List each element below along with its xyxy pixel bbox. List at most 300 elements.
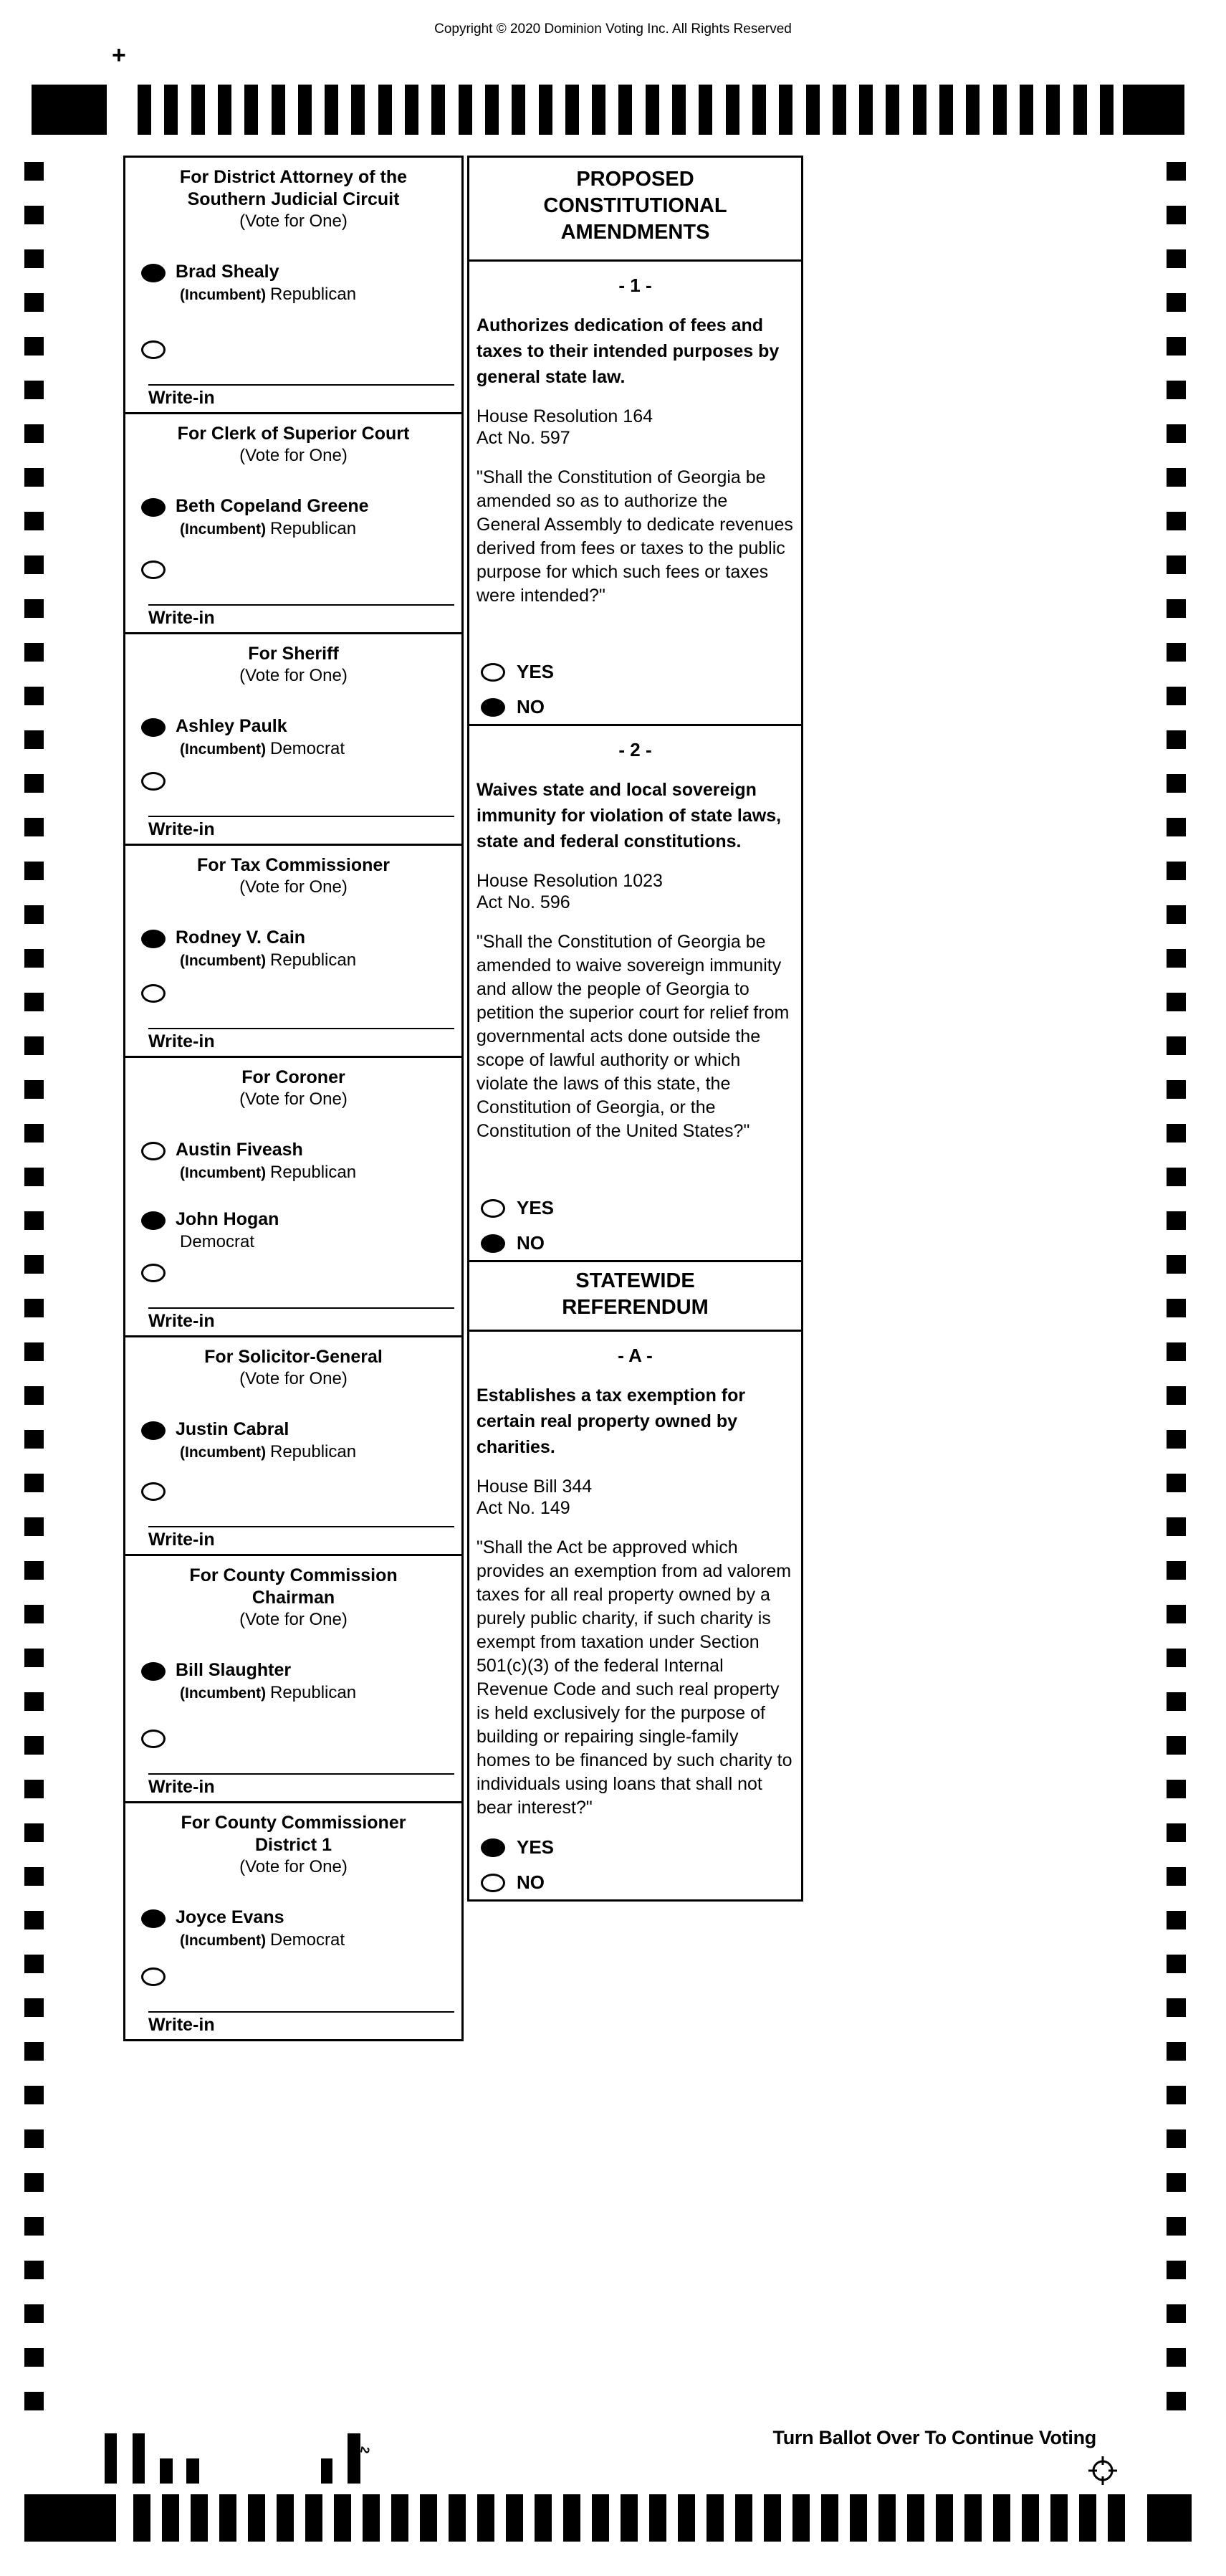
incumbent-label: (Incumbent) [180, 1444, 270, 1461]
contest-title: For County Commission [189, 1565, 398, 1585]
timing-mark-bottom [219, 2494, 236, 2542]
timing-mark-right [1167, 293, 1186, 312]
timing-mark-left [24, 2348, 44, 2367]
no-option-bubble[interactable] [481, 698, 505, 717]
option-label: NO [517, 1871, 545, 1893]
timing-mark-right [1167, 206, 1186, 224]
barcode-mark [105, 2433, 117, 2484]
candidate-name: Joyce Evans [176, 1907, 284, 1927]
vote-for-label: (Vote for One) [239, 1857, 348, 1876]
measure-section [469, 1330, 801, 1899]
contest-title: Chairman [252, 1588, 335, 1608]
option-label: YES [517, 1836, 555, 1858]
measure-number: - 2 - [618, 739, 652, 760]
timing-mark-bottom [391, 2494, 408, 2542]
timing-mark-right [1167, 1911, 1186, 1929]
timing-mark-bottom [563, 2494, 580, 2542]
candidate-list [125, 715, 461, 760]
measure-question: "Shall the Constitution of Georgia be amended to waive sovereign immunity and allow the people of Georgia to petition the superior court for relief from governmental acts done outside the scope of lawful authority or which violate the laws of this state, the Constitution of Georgia, or the Constitution of the United States?" [476, 932, 790, 1141]
timing-mark-left [24, 468, 44, 487]
no-option-row [481, 1232, 554, 1254]
write-in-label: Write-in [148, 1530, 215, 1550]
barcode-mark [133, 2433, 145, 2484]
candidate-bubble[interactable] [141, 1142, 166, 1160]
timing-mark-bottom [678, 2494, 695, 2542]
timing-mark-top [886, 85, 899, 135]
timing-mark-left [24, 730, 44, 749]
timing-mark-left [24, 162, 44, 181]
candidate-text [176, 1208, 279, 1253]
timing-mark-left [24, 1517, 44, 1536]
header-line: AMENDMENTS [560, 221, 710, 244]
party-label: Republican [270, 950, 357, 970]
candidate-row [125, 1418, 461, 1464]
timing-mark-bottom [535, 2494, 552, 2542]
write-in-area[interactable] [148, 1526, 454, 1550]
timing-mark-right [1167, 1211, 1186, 1230]
no-option-bubble[interactable] [481, 1874, 505, 1892]
write-in-bubble[interactable] [141, 1264, 166, 1282]
write-in-area[interactable] [148, 1307, 454, 1332]
option-list [481, 648, 554, 718]
write-in-label: Write-in [148, 819, 215, 839]
candidate-party [180, 1929, 345, 1952]
contest-section [125, 158, 461, 412]
candidate-text [176, 1418, 356, 1464]
timing-mark-left [24, 1430, 44, 1449]
candidate-row [125, 715, 461, 760]
vote-for-label: (Vote for One) [239, 877, 348, 897]
candidate-text [176, 1907, 345, 1952]
timing-mark-right [1167, 1430, 1186, 1449]
incumbent-label: (Incumbent) [180, 953, 270, 969]
timing-mark-right [1167, 468, 1186, 487]
option-label: YES [517, 661, 555, 682]
timing-mark-right [1167, 1998, 1186, 2017]
candidate-bubble[interactable] [141, 930, 166, 948]
timing-mark-top [1046, 85, 1060, 135]
measure-ref-line: House Resolution 164 [476, 406, 653, 426]
timing-mark-left [24, 293, 44, 312]
write-in-bubble[interactable] [141, 772, 166, 791]
timing-mark-top [1020, 85, 1033, 135]
candidate-name: Rodney V. Cain [176, 927, 306, 948]
contest-title: For Solicitor-General [204, 1347, 383, 1367]
timing-mark-left [24, 381, 44, 399]
timing-mark-top [699, 85, 712, 135]
timing-mark-right [1167, 1780, 1186, 1798]
timing-mark-right [1167, 2086, 1186, 2104]
header-line: PROPOSED [576, 168, 694, 191]
timing-mark-left [24, 1780, 44, 1798]
timing-mark-left [24, 206, 44, 224]
candidate-party [180, 1681, 356, 1704]
party-label: Democrat [180, 1232, 255, 1251]
candidate-name: Austin Fiveash [176, 1140, 303, 1160]
measure-refs [476, 870, 794, 913]
timing-mark-right [1167, 2042, 1186, 2061]
timing-mark-right [1167, 1561, 1186, 1580]
candidate-bubble[interactable] [141, 718, 166, 737]
timing-mark-left [24, 862, 44, 880]
candidate-text [176, 1659, 356, 1704]
timing-mark-bottom [792, 2494, 810, 2542]
candidate-text [176, 715, 345, 760]
incumbent-label: (Incumbent) [180, 1685, 270, 1702]
timing-mark-top [325, 85, 338, 135]
measure-section [469, 724, 801, 1260]
candidate-list [125, 1907, 461, 1952]
party-label: Republican [270, 1442, 357, 1461]
timing-mark-bottom [363, 2494, 380, 2542]
vote-for-label: (Vote for One) [239, 1369, 348, 1388]
barcode-mark [348, 2433, 360, 2484]
timing-mark-left [24, 2129, 44, 2148]
timing-mark-right [1167, 555, 1186, 574]
write-in-area[interactable] [148, 2011, 454, 2036]
timing-mark-bottom [993, 2494, 1010, 2542]
yes-option-bubble[interactable] [481, 1199, 505, 1218]
write-in-area[interactable] [148, 1773, 454, 1798]
timing-mark-right [1167, 1605, 1186, 1623]
header-line: REFERENDUM [562, 1296, 709, 1319]
candidate-party [180, 283, 356, 306]
timing-mark-top [351, 85, 365, 135]
timing-mark-bottom [621, 2494, 638, 2542]
candidate-bubble[interactable] [141, 1662, 166, 1681]
party-label: Democrat [270, 1930, 345, 1950]
vote-for-label: (Vote for One) [239, 666, 348, 685]
timing-mark-top [618, 85, 632, 135]
timing-mark-left [24, 818, 44, 836]
timing-corner-block [1147, 2494, 1192, 2542]
measure-summary: Establishes a tax exemption for certain real property owned by charities. [476, 1385, 746, 1457]
write-in-label: Write-in [148, 1031, 215, 1051]
timing-mark-bottom [133, 2494, 150, 2542]
timing-mark-left [24, 1692, 44, 1711]
measure-summary: Authorizes dedication of fees and taxes to their intended purposes by general state law. [476, 315, 780, 387]
yes-option-bubble[interactable] [481, 663, 505, 682]
measure-ref-line: Act No. 149 [476, 1498, 570, 1518]
contest-title: For County Commissioner [181, 1813, 406, 1833]
timing-mark-right [1167, 424, 1186, 443]
timing-mark-right [1167, 2392, 1186, 2410]
timing-corner-block [32, 85, 107, 135]
candidate-text [176, 1139, 356, 1184]
write-in-label: Write-in [148, 388, 215, 408]
timing-mark-right [1167, 2261, 1186, 2279]
write-in-bubble[interactable] [141, 560, 166, 579]
candidate-bubble[interactable] [141, 1909, 166, 1928]
yes-option-row [481, 1836, 554, 1859]
timing-mark-right [1167, 1823, 1186, 1842]
timing-mark-bottom [1108, 2494, 1125, 2542]
timing-mark-top [244, 85, 258, 135]
timing-mark-top [565, 85, 579, 135]
timing-mark-top [779, 85, 792, 135]
timing-mark-right [1167, 1080, 1186, 1099]
write-in-bubble[interactable] [141, 1482, 166, 1501]
timing-mark-top [966, 85, 980, 135]
option-list [481, 1823, 554, 1894]
measure-ref-line: Act No. 597 [476, 428, 570, 448]
measure-ref-line: House Resolution 1023 [476, 871, 663, 891]
party-label: Democrat [270, 739, 345, 758]
timing-mark-left [24, 1080, 44, 1099]
copyright-text: Copyright © 2020 Dominion Voting Inc. All Rights Reserved [434, 22, 792, 37]
incumbent-label: (Incumbent) [180, 1932, 270, 1949]
option-label: NO [517, 696, 545, 717]
measure-ref-line: House Bill 344 [476, 1477, 593, 1497]
timing-mark-bottom [1022, 2494, 1039, 2542]
candidate-list [125, 927, 461, 972]
amendments-header [469, 158, 801, 259]
candidate-party [180, 949, 356, 972]
write-in-bubble[interactable] [141, 984, 166, 1003]
timing-mark-right [1167, 949, 1186, 968]
timing-mark-right [1167, 1692, 1186, 1711]
timing-mark-bottom [477, 2494, 494, 2542]
candidate-name: John Hogan [176, 1209, 279, 1229]
candidate-party [180, 1231, 279, 1253]
timing-mark-bottom [821, 2494, 838, 2542]
timing-mark-bottom [907, 2494, 924, 2542]
vote-for-label: (Vote for One) [239, 1089, 348, 1109]
option-label: NO [517, 1232, 545, 1254]
timing-mark-left [24, 424, 44, 443]
write-in-bubble[interactable] [141, 340, 166, 359]
timing-mark-top [378, 85, 392, 135]
timing-mark-left [24, 2304, 44, 2323]
timing-mark-right [1167, 512, 1186, 530]
write-in-area[interactable] [148, 604, 454, 629]
timing-mark-left [24, 1561, 44, 1580]
contests-column [123, 156, 464, 2041]
timing-mark-left [24, 2392, 44, 2410]
timing-mark-left [24, 643, 44, 662]
barcode-mark [160, 2458, 173, 2484]
incumbent-label: (Incumbent) [180, 287, 270, 303]
timing-mark-left [24, 2042, 44, 2061]
timing-mark-left [24, 2086, 44, 2104]
timing-mark-top [726, 85, 739, 135]
timing-mark-left [24, 1867, 44, 1886]
candidate-row [125, 1659, 461, 1704]
timing-mark-right [1167, 862, 1186, 880]
timing-mark-top [833, 85, 846, 135]
timing-mark-right [1167, 774, 1186, 793]
timing-mark-right [1167, 1867, 1186, 1886]
yes-option-row [481, 1197, 554, 1219]
write-in-area[interactable] [148, 816, 454, 840]
measure-question: "Shall the Constitution of Georgia be amended so as to authorize the General Assembly to dedicate revenues derived from fees or taxes to the public purpose for which such fees or taxes were intended?" [476, 467, 793, 606]
timing-mark-right [1167, 993, 1186, 1011]
candidate-row [125, 495, 461, 540]
candidate-list [125, 261, 461, 306]
contest-title: District 1 [255, 1835, 332, 1855]
timing-mark-right [1167, 1255, 1186, 1274]
timing-mark-left [24, 1168, 44, 1186]
timing-mark-right [1167, 162, 1186, 181]
write-in-area[interactable] [148, 1028, 454, 1052]
measures-column [467, 156, 803, 1902]
timing-mark-top [859, 85, 873, 135]
timing-mark-bottom [1079, 2494, 1096, 2542]
timing-mark-bottom [248, 2494, 265, 2542]
timing-mark-bottom [735, 2494, 752, 2542]
timing-mark-left [24, 2261, 44, 2279]
yes-option-row [481, 661, 554, 683]
candidate-bubble[interactable] [141, 1421, 166, 1440]
timing-mark-right [1167, 2173, 1186, 2192]
timing-mark-bottom [305, 2494, 322, 2542]
timing-mark-right [1167, 643, 1186, 662]
timing-corner-block [1123, 85, 1184, 135]
timing-mark-bottom [277, 2494, 294, 2542]
candidate-bubble[interactable] [141, 1211, 166, 1230]
timing-mark-left [24, 2173, 44, 2192]
timing-mark-right [1167, 818, 1186, 836]
referendum-header [469, 1260, 801, 1330]
timing-mark-left [24, 1736, 44, 1755]
timing-mark-right [1167, 730, 1186, 749]
timing-mark-top [459, 85, 472, 135]
header-line: CONSTITUTIONAL [543, 194, 727, 217]
candidate-bubble[interactable] [141, 264, 166, 282]
option-label: YES [517, 1197, 555, 1218]
timing-mark-left [24, 599, 44, 618]
write-in-label: Write-in [148, 608, 215, 628]
measure-number: - 1 - [618, 275, 652, 296]
candidate-row [125, 1139, 461, 1184]
incumbent-label: (Incumbent) [180, 741, 270, 758]
timing-mark-left [24, 1955, 44, 1973]
timing-mark-top [138, 85, 151, 135]
candidate-row [125, 1208, 461, 1253]
timing-mark-bottom [649, 2494, 666, 2542]
timing-mark-top [298, 85, 312, 135]
candidate-bubble[interactable] [141, 498, 166, 517]
timing-mark-right [1167, 1386, 1186, 1405]
contest-title: For Tax Commissioner [196, 855, 391, 875]
contest-section [125, 1056, 461, 1335]
timing-mark-top [646, 85, 659, 135]
candidate-party [180, 738, 345, 760]
timing-mark-right [1167, 2217, 1186, 2236]
contest-title: For Coroner [241, 1067, 345, 1087]
yes-option-bubble[interactable] [481, 1838, 505, 1857]
timing-mark-top [752, 85, 766, 135]
timing-mark-right [1167, 337, 1186, 356]
write-in-bubble[interactable] [141, 1967, 166, 1986]
party-label: Republican [270, 519, 357, 538]
contest-title: For Sheriff [248, 644, 339, 664]
timing-mark-bottom [420, 2494, 437, 2542]
candidate-name: Brad Shealy [176, 262, 279, 282]
timing-mark-left [24, 249, 44, 268]
measure-ref-line: Act No. 596 [476, 892, 570, 912]
candidate-text [176, 495, 369, 540]
timing-mark-bottom [334, 2494, 351, 2542]
sheet-number: 2 [358, 2445, 373, 2455]
timing-mark-right [1167, 2348, 1186, 2367]
write-in-area[interactable] [148, 384, 454, 409]
timing-mark-bottom [506, 2494, 523, 2542]
no-option-row [481, 1871, 554, 1894]
timing-mark-left [24, 1299, 44, 1317]
vote-for-label: (Vote for One) [239, 446, 348, 465]
timing-mark-bottom [878, 2494, 896, 2542]
timing-mark-right [1167, 1168, 1186, 1186]
timing-mark-left [24, 1649, 44, 1667]
option-list [481, 1184, 554, 1254]
crosshair-registration-icon [1086, 2454, 1119, 2487]
candidate-name: Ashley Paulk [176, 716, 287, 736]
candidate-row [125, 1907, 461, 1952]
timing-mark-top [806, 85, 820, 135]
contest-section [125, 1554, 461, 1801]
timing-mark-right [1167, 249, 1186, 268]
contest-title: For District Attorney of the [179, 167, 408, 187]
timing-mark-bottom [449, 2494, 466, 2542]
timing-mark-top [993, 85, 1007, 135]
timing-mark-bottom [191, 2494, 208, 2542]
timing-mark-left [24, 905, 44, 924]
timing-mark-left [24, 1211, 44, 1230]
timing-mark-right [1167, 599, 1186, 618]
timing-mark-right [1167, 905, 1186, 924]
timing-mark-right [1167, 381, 1186, 399]
timing-mark-left [24, 2217, 44, 2236]
no-option-bubble[interactable] [481, 1234, 505, 1253]
no-option-row [481, 696, 554, 718]
timing-mark-right [1167, 1124, 1186, 1142]
candidate-list [125, 1659, 461, 1704]
measure-section [469, 259, 801, 724]
timing-mark-left [24, 1036, 44, 1055]
timing-mark-left [24, 1823, 44, 1842]
timing-mark-top [1100, 85, 1114, 135]
candidate-party [180, 1161, 356, 1184]
timing-mark-left [24, 1605, 44, 1623]
barcode-mark [321, 2458, 332, 2484]
timing-mark-bottom [964, 2494, 982, 2542]
incumbent-label: (Incumbent) [180, 1165, 270, 1181]
timing-mark-left [24, 1124, 44, 1142]
candidate-text [176, 927, 356, 972]
timing-mark-left [24, 1474, 44, 1492]
timing-mark-top [939, 85, 953, 135]
incumbent-label: (Incumbent) [180, 521, 270, 538]
contest-section [125, 844, 461, 1056]
barcode-mark [186, 2458, 199, 2484]
timing-mark-bottom [1050, 2494, 1068, 2542]
header-line: STATEWIDE [575, 1269, 695, 1292]
timing-mark-right [1167, 687, 1186, 705]
candidate-list [125, 1418, 461, 1464]
candidate-list [125, 495, 461, 540]
measure-refs [476, 1476, 794, 1519]
timing-mark-right [1167, 1342, 1186, 1361]
party-label: Republican [270, 285, 357, 304]
timing-mark-right [1167, 1299, 1186, 1317]
timing-mark-left [24, 1255, 44, 1274]
contest-section [125, 1335, 461, 1554]
write-in-bubble[interactable] [141, 1730, 166, 1748]
timing-mark-left [24, 687, 44, 705]
vote-for-label: (Vote for One) [239, 1610, 348, 1629]
timing-mark-top [191, 85, 205, 135]
